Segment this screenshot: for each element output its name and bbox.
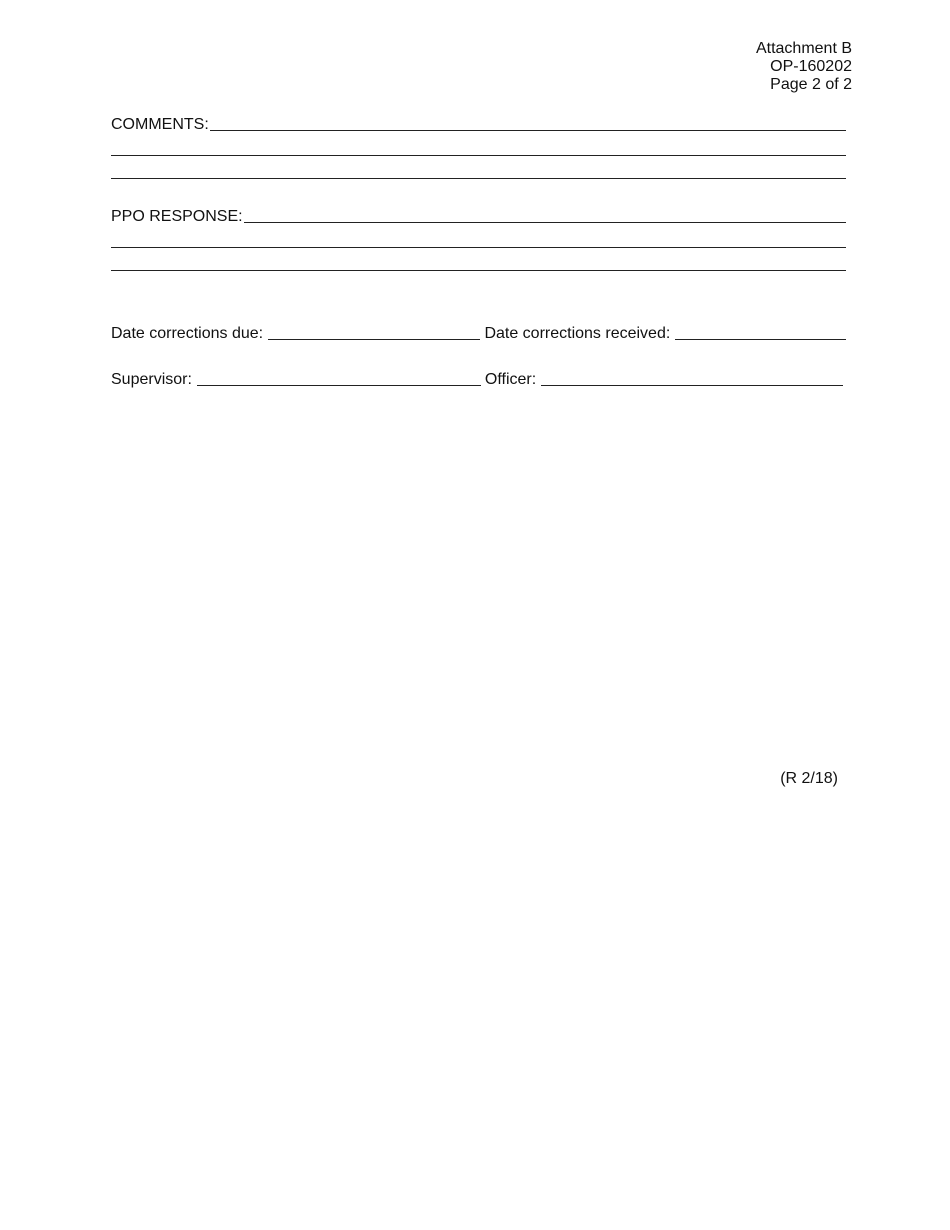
officer-signature-field[interactable] (541, 385, 843, 386)
ppo-response-label: PPO RESPONSE: (111, 208, 243, 225)
ppo-response-line-1[interactable] (244, 222, 846, 223)
date-received-label: Date corrections received: (484, 325, 671, 342)
date-due-field[interactable] (268, 339, 480, 340)
comments-line-2[interactable] (111, 155, 846, 156)
revision-code: (R 2/18) (780, 770, 838, 787)
dates-row (111, 323, 846, 343)
date-received-field[interactable] (675, 339, 846, 340)
comments-line-3[interactable] (111, 178, 846, 179)
signatures-row (111, 369, 846, 389)
ppo-response-field (111, 206, 846, 226)
comments-line-1[interactable] (210, 130, 846, 131)
supervisor-signature-field[interactable] (197, 385, 481, 386)
comments-field (111, 114, 846, 134)
officer-label: Officer: (484, 371, 537, 388)
ppo-response-line-2[interactable] (111, 247, 846, 248)
supervisor-label: Supervisor: (111, 371, 192, 388)
attachment-label: Attachment B (755, 40, 852, 57)
form-number: OP-160202 (770, 58, 852, 75)
ppo-response-line-3[interactable] (111, 270, 846, 271)
date-due-label: Date corrections due: (111, 325, 264, 342)
page-number: Page 2 of 2 (770, 76, 852, 93)
page-header (756, 40, 852, 94)
comments-label: COMMENTS: (111, 116, 209, 133)
